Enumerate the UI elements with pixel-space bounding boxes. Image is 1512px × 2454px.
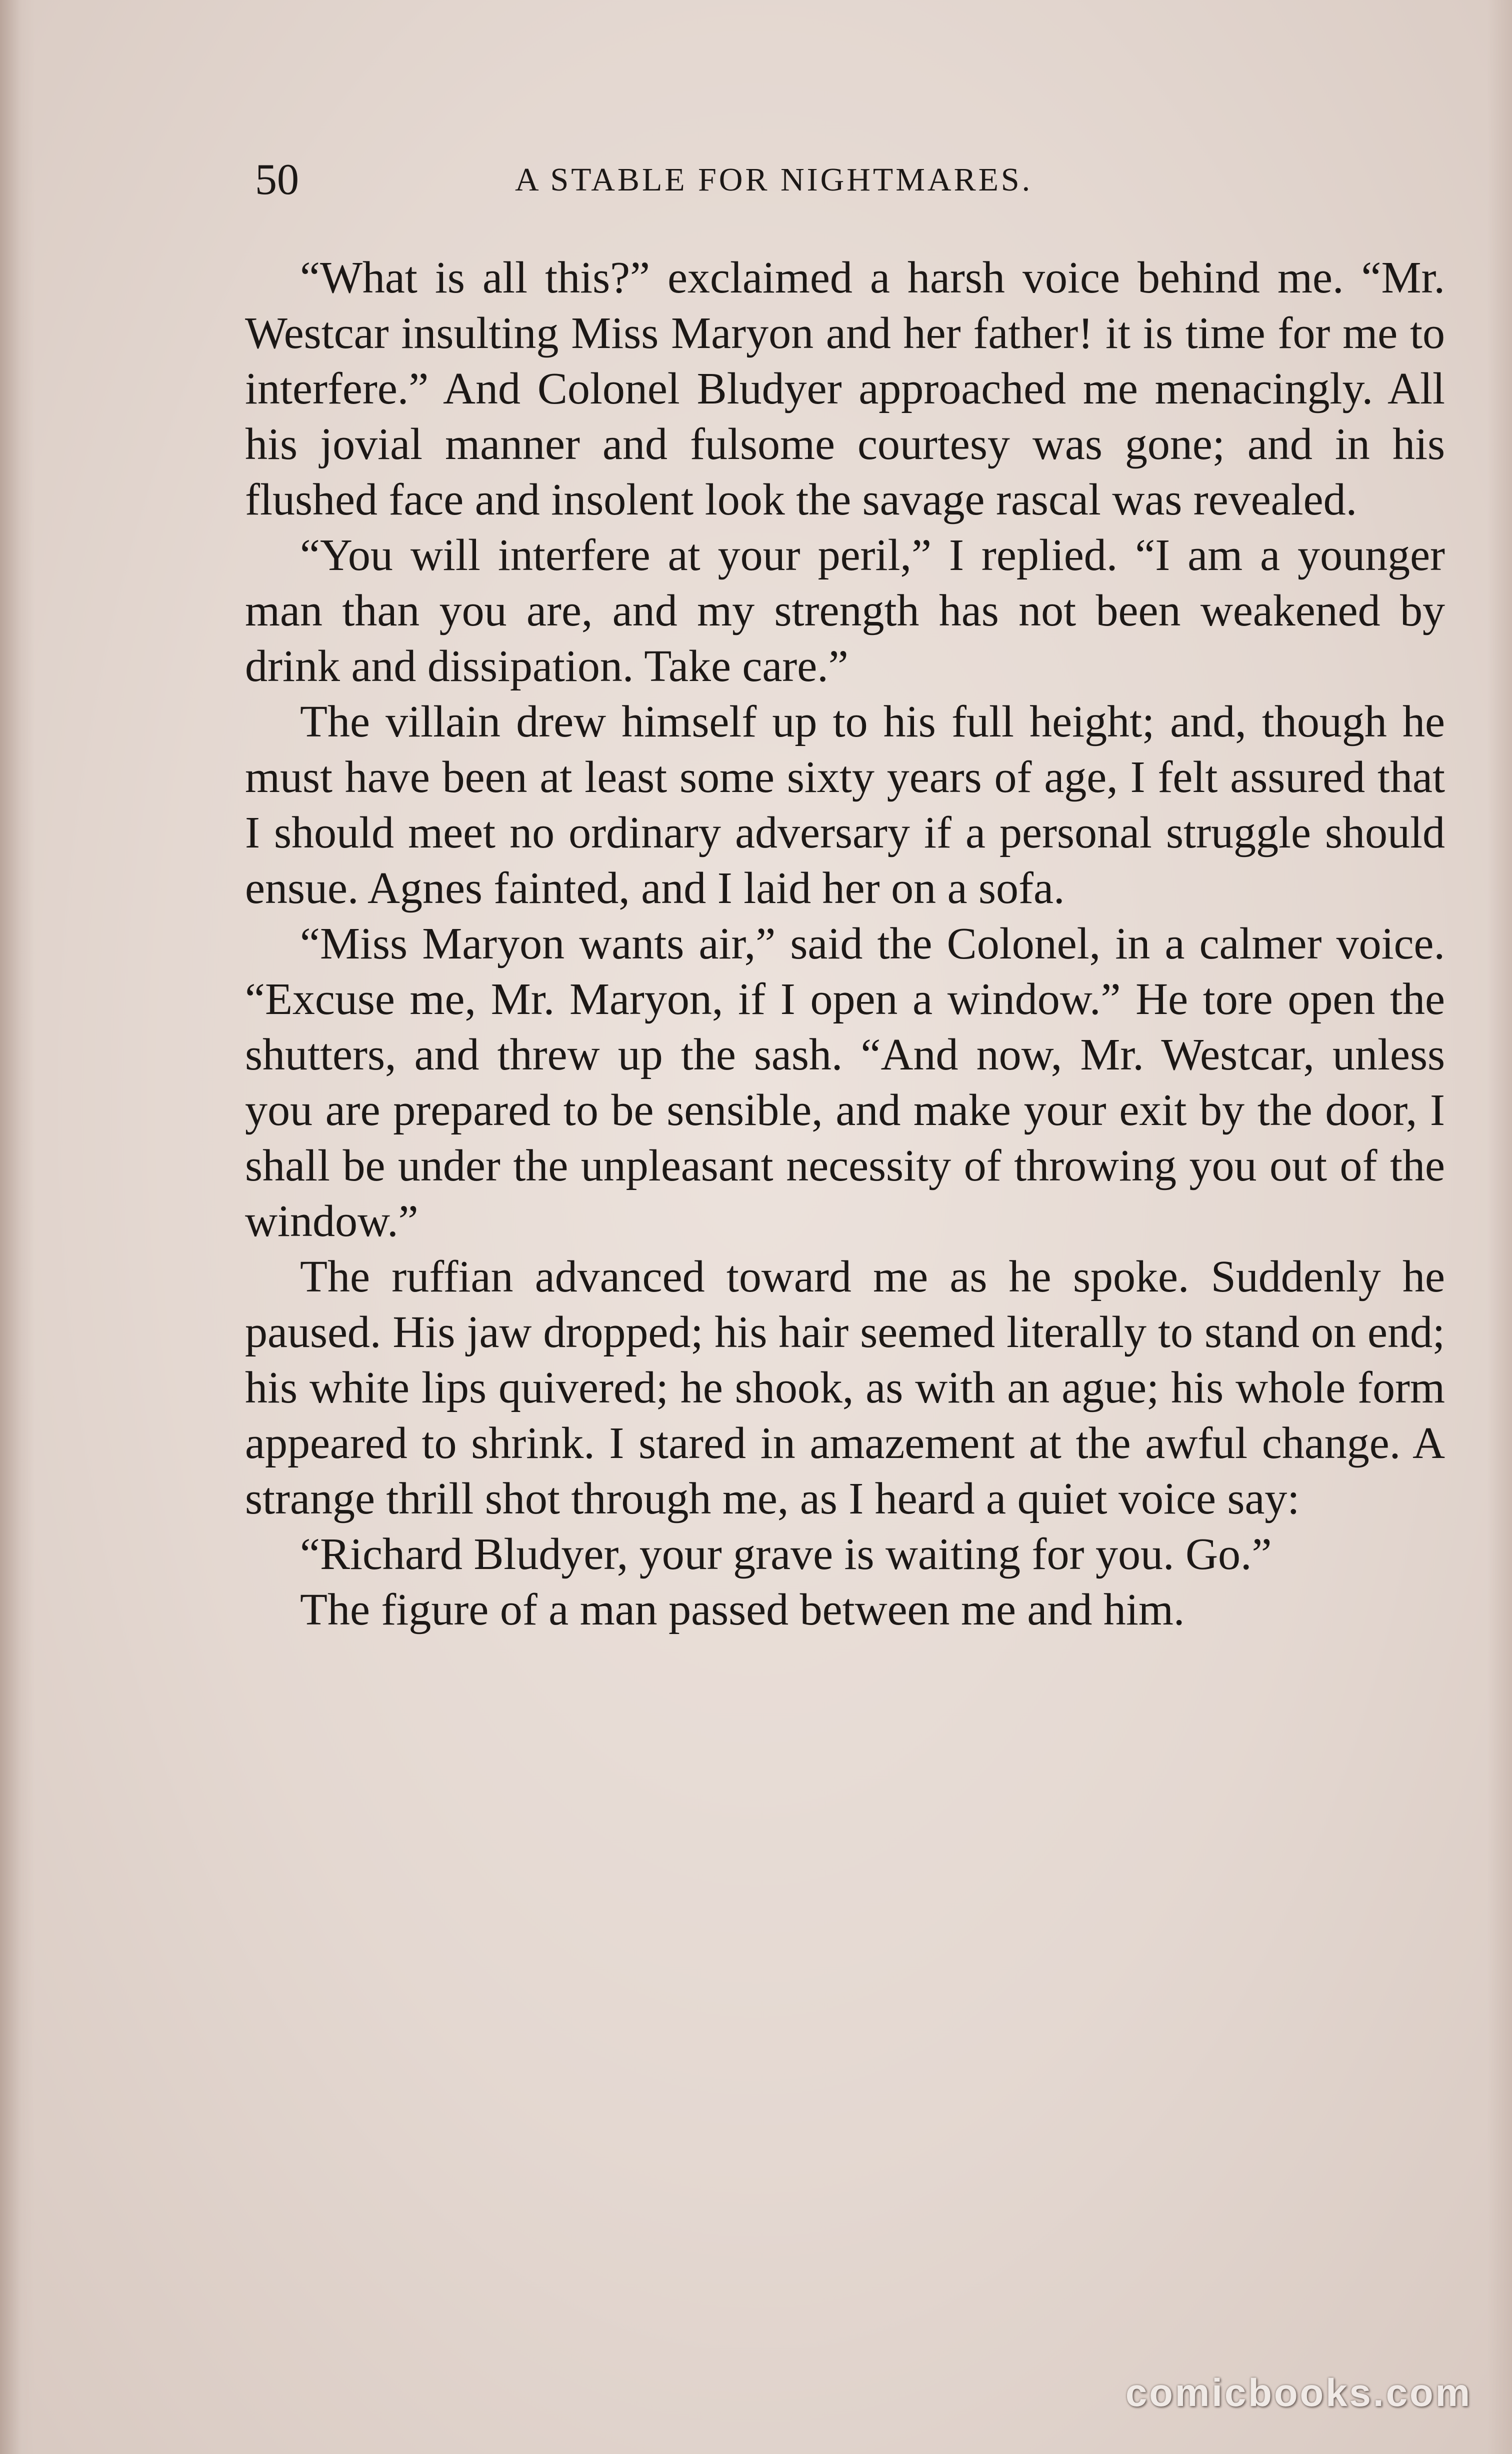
watermark: comicbooks.com: [1125, 2370, 1472, 2414]
page-binding-shadow: [0, 0, 35, 2454]
paragraph: The figure of a man passed between me and him.: [300, 1585, 1185, 1634]
paragraph: The ruffian advanced toward me as he spoke. Suddenly he paused. His jaw dropped; his hair seemed literally to stand on end; his white lips quivered; he shook, as with an ague; his whole form appeared to shrink. I stared in amazement at the awful change. A strange thrill shot through me, as I heard a quiet voice say:: [245, 1252, 1445, 1524]
paragraph: The villain drew himself up to his full height; and, though he must have been at least some sixty years of age, I felt assured that I should meet no ordinary adversary if a personal struggle should ensue. Agnes fainted, and I laid her on a sofa.: [245, 697, 1445, 913]
paragraph: “What is all this?” exclaimed a harsh voice behind me. “Mr. Westcar insulting Miss Maryon and her father! it is time for me to interfere.” And Colonel Bludyer approached me menacingly. All his jovial manner and fulsome courtesy was gone; and in his flushed face and insolent look the savage rascal was revealed.: [245, 253, 1445, 524]
paragraph: “Richard Bludyer, your grave is waiting for you. Go.”: [300, 1530, 1272, 1579]
paragraph: “You will interfere at your peril,” I replied. “I am a younger man than you are, and my strength has not been weakened by drink and dissipation. Take care.”: [245, 530, 1445, 691]
page-edge-shadow: [1487, 0, 1512, 2454]
body-text: [245, 250, 1445, 1638]
paragraph: “Miss Maryon wants air,” said the Colonel, in a calmer voice. “Excuse me, Mr. Maryon, if I open a window.” He tore open the shutters, and threw up the sash. “And now, Mr. Westcar, unless you are prepared to be sensible, and make your exit by the door, I shall be under the unpleasant necessity of throwing you out of the window.”: [245, 919, 1445, 1246]
page-number: 50: [255, 156, 299, 204]
running-title: A STABLE FOR NIGHTMARES.: [515, 162, 1033, 198]
page-header: [255, 150, 1445, 210]
